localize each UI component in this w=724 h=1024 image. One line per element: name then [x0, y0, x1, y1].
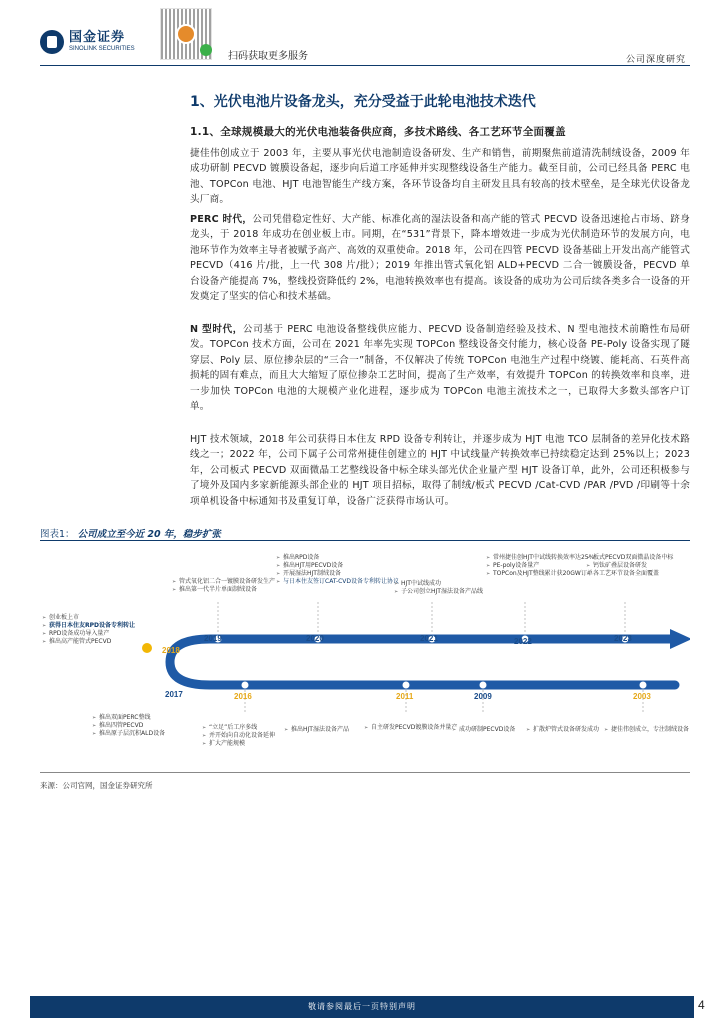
annotation-2018-item: ➢ 获得日本住友RPD设备专利转让: [42, 622, 135, 630]
annotation-2011: [364, 724, 457, 732]
annotation-2017-item: ➢ 推出四管PECVD: [92, 722, 165, 730]
footer-disclaimer-link[interactable]: 敬请参阅最后一页特别声明: [308, 1002, 416, 1011]
annotation-2009-item: ➢ 成功研制PECVD设备: [452, 726, 515, 734]
annotation-2011b: [284, 726, 349, 734]
paragraph-n-type-era: [190, 322, 690, 414]
sinolink-logo-icon: [40, 30, 64, 54]
dot-2011: [403, 682, 410, 689]
annotation-2017-item: ➢ 推出原子层沉积ALD设备: [92, 730, 165, 738]
annotation-2017: [92, 714, 165, 738]
wechat-mini-program-icon: [200, 44, 212, 56]
dot-2018: [142, 643, 152, 653]
annotation-2016-item: ➢ 扩大产能规模: [202, 740, 275, 748]
year-2021: 2021: [420, 634, 438, 643]
year-2016: 2016: [234, 692, 252, 701]
paragraph-company-intro: 捷佳伟创成立于 2003 年，主要从事光伏电池制造设备研发、生产和销售，前期聚焦前道清洗制绒设备，2009 年成功研制 PECVD 镀膜设备起，逐步向后道工序延伸并实现整线设备生产能力。截至目前，公司已经具备 PERC 电池、TOPCon 电池、HJT 电池智能生产线方案，各环节设备均自主研发且具有较高的技术壁垒，是全球光伏设备龙头厂商。: [190, 148, 690, 206]
figure-caption: 公司成立至今近 20 年，稳步扩张: [77, 529, 221, 540]
annotation-2023-item: ➢ 各工艺环节设备全面覆盖: [586, 570, 673, 578]
year-2023: 2023: [614, 634, 632, 643]
header-divider: [40, 65, 690, 66]
annotation-2022-item: ➢ TOPCon及HJT整线累计获20GW订单: [486, 570, 594, 578]
perc-era-lead: PERC 时代，: [190, 214, 253, 225]
logo-en-text: SINOLINK SECURITIES: [69, 46, 135, 52]
annotation-2016: [202, 724, 275, 748]
annotation-2011-item: ➢ 自主研发PECVD镀膜设备并量产: [364, 724, 457, 732]
section-heading: 1、光伏电池片设备龙头，充分受益于此轮电池技术迭代: [190, 94, 536, 110]
annotation-2020-item: ➢ 推出RPD设备: [276, 554, 399, 562]
page-number: 4: [698, 998, 705, 1012]
timeline-arrow: [670, 629, 690, 649]
qr-caption: 扫码获取更多服务: [228, 51, 308, 62]
subsection-heading: 1.1、全球规模最大的光伏电池装备供应商，多技术路线、各工艺环节全面覆盖: [190, 126, 566, 138]
annotation-2016-item: ➢ 并开始向自动化设备延伸: [202, 732, 275, 740]
year-2018: 2018: [162, 646, 180, 655]
annotation-2003: [604, 726, 689, 734]
annotation-2022: [486, 554, 594, 578]
annotation-2009: [452, 726, 515, 734]
annotation-2020-item: ➢ 开展湿法HJT制绒设备: [276, 570, 399, 578]
year-2022: 2022: [514, 637, 532, 646]
n-type-era-lead: N 型时代，: [190, 324, 243, 335]
annotation-2018-item: ➢ 推出高产能管式PECVD: [42, 638, 135, 646]
annotation-2011b-item: ➢ 推出HJT湿法设备产品: [284, 726, 349, 734]
year-2019: 2019: [204, 634, 222, 643]
sinolink-logo: [40, 30, 135, 54]
report-type: 公司深度研究: [625, 55, 686, 65]
perc-era-text: 公司凭借稳定性好、大产能、标准化高的湿法设备和高产能的管式 PECVD 设备迅速抢占市场、跻身龙头，于 2018 年成功在创业板上市。同期，在“531”背景下，降本增效进一步成为光伏制造环节的发展方向，电池环节作为效率主导者被赋予高产、高效的双重使命。2018 年，公司在四管 PECVD 设备基础上开发出高产能管式 PECVD（416 片/批，上一代 308 片/批）；2019 年推出管式氧化铝 ALD+PECVD 二合一镀膜设备，PECVD 单台设备产能提高 7%，整线投资降低约 2%，电池转换效率也有提高。该设备的成功为公司后续各类多合一设备的开发奠定了坚实的信心和技术基础。: [190, 214, 691, 303]
dot-2009: [480, 682, 487, 689]
annotation-2018-item: ➢ 创业板上市: [42, 614, 135, 622]
page-header: [0, 0, 724, 70]
annotation-2019-item: ➢ 推出第一代半片单面制绒设备: [172, 586, 275, 594]
year-2009: 2009: [474, 692, 492, 701]
annotation-2003-item: ➢ 捷佳伟创成立，专注制绒设备: [604, 726, 689, 734]
annotation-2019: [172, 578, 275, 594]
annotation-2021: [394, 580, 483, 596]
figure-label: 图表1：: [40, 529, 75, 540]
annotation-2009c: [526, 726, 599, 734]
year-2017: 2017: [165, 690, 183, 699]
paragraph-perc-era: [190, 212, 690, 304]
annotation-2022-item: ➢ 常州捷佳创HJT中试线转换效率达25%: [486, 554, 594, 562]
annotation-2009c-item: ➢ 扩散炉管式设备研发成功: [526, 726, 599, 734]
annotation-2021-item: ➢ HJT中试线成功: [394, 580, 483, 588]
year-2020: 2020: [306, 634, 324, 643]
annotation-2021-item: ➢ 子公司创立HJT湿法设备产品线: [394, 588, 483, 596]
figure-source: 来源：公司官网，国金证券研究所: [40, 781, 153, 790]
figure-title: [40, 526, 221, 540]
n-type-era-text: 公司基于 PERC 电池设备整线供应能力、PECVD 设备制造经验及技术、N 型电池技术前瞻性布局研发。TOPCon 技术方面，公司在 2021 年率先实现 TOPCon 整线设备交付能力，核心设备 PE-Poly 设备实现了隧穿层、Poly 层、原位掺杂层的“三合一”制备，不仅解决了传统 TOPCon 电池生产过程中绕镀、能耗高、石英件高损耗的固有难点，而且大大缩短了原位掺杂工艺时间，提高了生产效率，有效提升 TOPCon 的转换效率和良率，进一步加快 TOPCon 电池的大规模产业化进程，逐步成为 TOPCon 电池主流技术之一，已取得大多数头部客户订单。: [190, 324, 690, 413]
dot-2003: [640, 682, 647, 689]
annotation-2022-item: ➢ PE-poly设备量产: [486, 562, 594, 570]
qr-logo-icon: [176, 24, 196, 44]
annotation-2023-item: ➢ 钙钛矿叠层设备研发: [586, 562, 673, 570]
annotation-2020: [276, 554, 399, 586]
logo-cn-text: 国金证券: [69, 30, 126, 45]
timeline-track: [170, 639, 675, 685]
annotation-2018-item: ➢ RPD设备成功导入量产: [42, 630, 135, 638]
figure-top-rule: [40, 540, 690, 541]
annotation-2019-item: ➢ 管式氧化铝二合一镀膜设备研发生产: [172, 578, 275, 586]
year-2003: 2003: [633, 692, 651, 701]
annotation-2023-item: ➢ 板式PECVD双面微晶设备中标: [586, 554, 673, 562]
year-2011: 2011: [396, 692, 414, 701]
page-footer: [30, 996, 694, 1018]
figure-bottom-rule: [40, 772, 690, 773]
annotation-2016-item: ➢ “立足”后工序多线: [202, 724, 275, 732]
annotation-2017-item: ➢ 推出双面PERC整线: [92, 714, 165, 722]
annotation-2020-item: ➢ 推出HJT用PECVD设备: [276, 562, 399, 570]
annotation-2023: [586, 554, 673, 578]
paragraph-hjt: HJT 技术领域，2018 年公司获得日本住友 RPD 设备专利转让，并逐步成为 HJT 电池 TCO 层制备的差异化技术路线之一；2022 年，公司下属子公司常州捷佳创建立的 HJT 中试线量产转换效率已持续稳定达到 25%以上；2023 年，公司板式 PECVD 双面微晶工艺整线设备中标全球头部光伏企业量产型 HJT 设备订单，此外，公司还积极参与了境外及国内多家新能源头部企业的 HJT 项目招标，取得了制绒/板式 PECVD /Cat-CVD /PAR /PVD /印刷等十余项单机设备中标通知书及重复订单，设备广泛获得市场认可。: [190, 434, 690, 507]
annotation-2020-item: ➢ 与日本住友签订CAT-CVD设备专利转让协议: [276, 578, 399, 586]
dot-2016: [242, 682, 249, 689]
annotation-2018: [42, 614, 135, 646]
